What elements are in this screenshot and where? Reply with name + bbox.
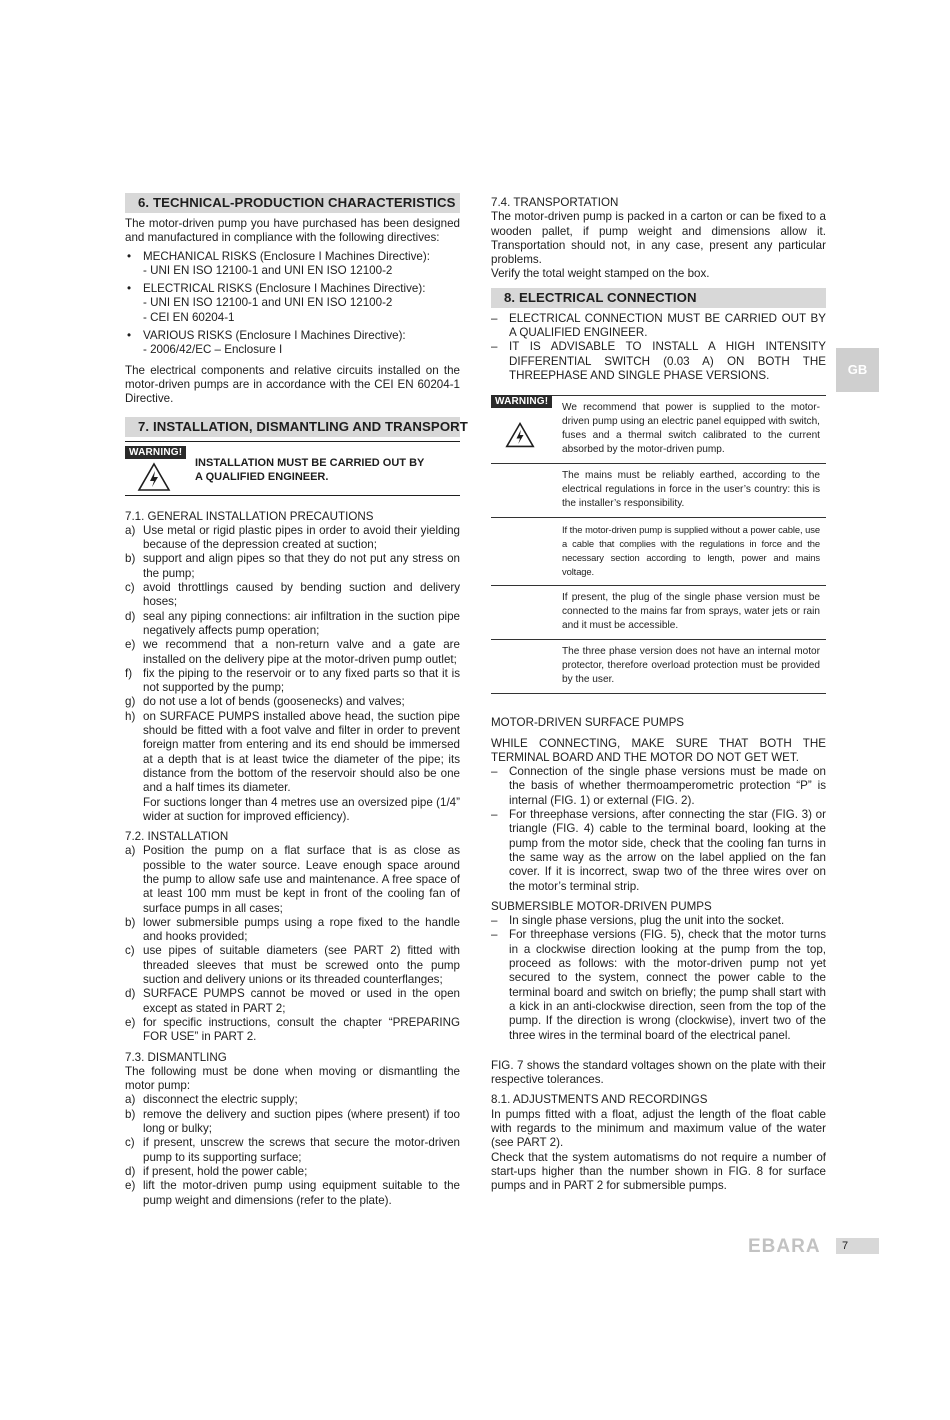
list-item	[125, 610, 460, 639]
s74-text: The motor-driven pump is packed in a carton or can be fixed to a wooden pallet, if pump weight and dimensions allow it. Transportation should not, in any case, present any particular problems.	[491, 210, 826, 267]
warning-text-2: The mains must be reliably earthed, according to the electrical regulations in force in the user’s country: this is the installer’s responsibility.	[562, 470, 820, 510]
electrical-warning-row	[491, 464, 826, 518]
s81-title: 8.1. ADJUSTMENTS AND RECORDINGS	[491, 1093, 708, 1107]
page-number: 7	[836, 1238, 879, 1254]
s73-title: 7.3. DISMANTLING	[125, 1050, 227, 1064]
bullet-marker: •	[127, 329, 132, 343]
section-6-title: 6. TECHNICAL-PRODUCTION CHARACTERISTICS	[125, 193, 460, 213]
list-text: fix the piping to the reservoir or to any fixed parts so that it is not supported by the pump;	[143, 666, 460, 695]
list-item	[125, 710, 460, 824]
list-marker: b)	[125, 1107, 136, 1121]
submersible-dash-list	[491, 914, 826, 1043]
list-marker: b)	[125, 552, 136, 566]
warning-tag: WARNING!	[125, 446, 186, 459]
submersible-item	[491, 928, 826, 1042]
list-item	[125, 667, 460, 696]
submersible-item-text: In single phase versions, plug the unit into the socket.	[509, 914, 785, 928]
directive-head: ELECTRICAL RISKS (Enclosure I Machines Directive):	[143, 282, 426, 296]
list-item	[125, 1165, 460, 1179]
list-item	[125, 944, 460, 987]
list-text: lift the motor-driven pump using equipment suitable to the pump weight and dimensions (refer to the plate).	[143, 1179, 460, 1207]
list-marker: c)	[125, 1136, 135, 1150]
surface-item-text: Connection of the single phase versions must be made on the basis of whether thermoamperometric protection “P” is internal (FIG. 1) or external (FIG. 2).	[509, 765, 826, 807]
dash-marker: –	[491, 340, 498, 354]
list-text: SURFACE PUMPS cannot be moved or used in the open except as stated in PART 2;	[143, 987, 460, 1015]
high-voltage-warning-icon	[505, 421, 535, 449]
s81-text-1: In pumps fitted with a float, adjust the length of the float cable with regards to the minimum and maximum value of the water (see PART 2).	[491, 1107, 826, 1150]
surface-item	[491, 765, 826, 808]
bullet-marker: •	[127, 249, 132, 263]
list-marker: c)	[125, 944, 135, 958]
electrical-warning-badge	[491, 395, 552, 409]
list-text: for specific instructions, consult the chapter “PREPARING FOR USE” in PART 2.	[143, 1015, 460, 1044]
list-marker: c)	[125, 581, 135, 595]
caution-item-text: ELECTRICAL CONNECTION MUST BE CARRIED OUT BY A QUALIFIED ENGINEER.	[509, 311, 826, 340]
dash-marker: –	[491, 928, 498, 942]
section-7-title: 7. INSTALLATION, DISMANTLING AND TRANSPORT	[125, 417, 460, 437]
directive-head: VARIOUS RISKS (Enclosure I Machines Directive):	[143, 329, 406, 343]
list-item	[125, 1093, 460, 1107]
list-marker: a)	[125, 523, 136, 537]
s6-intro: The motor-driven pump you have purchased has been designed and manufactured in compliance with the following directives:	[125, 217, 460, 245]
caution-item-text: IT IS ADVISABLE TO INSTALL A HIGH INTENSITY DIFFERENTIAL SWITCH (0.03 A) ON BOTH THE THREEPHASE AND SINGLE PHASE VERSIONS.	[509, 340, 826, 382]
list-marker: g)	[125, 695, 136, 709]
left-column	[125, 193, 468, 1208]
submersible-pumps-title: SUBMERSIBLE MOTOR-DRIVEN PUMPS	[491, 899, 712, 913]
s6-outro: The electrical components and relative circuits installed on the motor-driven pumps are in accordance with the CEI EN 60204-1 Directive.	[125, 363, 460, 406]
directive-bullet	[125, 329, 460, 358]
s73-list	[125, 1093, 460, 1207]
ebara-logo: EBARA	[748, 1236, 821, 1257]
caution-item	[491, 340, 826, 383]
submersible-item	[491, 914, 826, 928]
list-marker: f)	[125, 666, 133, 680]
list-text: do not use a lot of bends (goosenecks) and valves;	[143, 695, 405, 709]
directive-standard: - UNI EN ISO 12100-1 and UNI EN ISO 12100-2	[143, 263, 393, 277]
list-item	[125, 916, 460, 945]
directive-bullet	[125, 282, 460, 325]
installation-warning	[125, 441, 460, 496]
language-tab: GB	[836, 348, 879, 392]
directive-bullet	[125, 250, 460, 279]
surface-pumps-title: MOTOR-DRIVEN SURFACE PUMPS	[491, 716, 685, 730]
warning-text-4: If present, the plug of the single phase version must be connected to the mains far from sprays, water jets or rain and it must be accessible.	[562, 592, 820, 632]
dash-marker: –	[491, 765, 498, 779]
surface-item	[491, 808, 826, 894]
right-column	[491, 193, 826, 1193]
list-item	[125, 844, 460, 915]
list-item	[125, 1136, 460, 1165]
list-item	[125, 1108, 460, 1137]
warning-tag: WARNING!	[491, 395, 552, 408]
electrical-warning-row	[491, 518, 826, 586]
list-text: seal any piping connections: air infiltration in the suction pipe negatively affects pump operation;	[143, 609, 460, 637]
list-text: remove the delivery and suction pipes (where present) if too long or bulky;	[143, 1107, 460, 1136]
surface-dash-list	[491, 765, 826, 894]
s81-text-2: Check that the system automatisms do not require a number of start-ups higher than the number shown in FIG. 8 for surface pumps and in PART 2 for submersible pumps.	[491, 1150, 826, 1193]
list-item	[125, 638, 460, 667]
list-marker: d)	[125, 609, 136, 623]
electrical-warning-row	[491, 395, 826, 464]
list-item	[125, 524, 460, 553]
s72-list	[125, 844, 460, 1044]
list-text: if present, hold the power cable;	[143, 1164, 308, 1178]
electrical-warning-row	[491, 586, 826, 640]
s6-bullet-list	[125, 250, 460, 358]
list-item	[125, 1179, 460, 1208]
list-continuation: For suctions longer than 4 metres use an oversized pipe (1/4” wider at suction for improved efficiency).	[143, 795, 460, 823]
fig7-note: FIG. 7 shows the standard voltages shown on the plate with their respective tolerances.	[491, 1058, 826, 1087]
list-text: Use metal or rigid plastic pipes in order to avoid their yielding because of the depression created at suction;	[143, 523, 460, 552]
bullet-marker: •	[127, 282, 132, 296]
surface-caution: WHILE CONNECTING, MAKE SURE THAT BOTH THE TERMINAL BOARD AND THE MOTOR DO NOT GET WET.	[491, 736, 826, 764]
list-item	[125, 695, 460, 709]
warning-text-1: We recommend that power is supplied to the motor-driven pump using an electric panel equipped with switch, fuses and a thermal switch calibrated to the current absorbed by the motor-driven pump.	[562, 402, 820, 456]
list-text: support and align pipes so that they do not put any stress on the pump;	[143, 552, 460, 580]
directive-standard: - 2006/42/EC – Enclosure I	[143, 343, 283, 357]
list-marker: d)	[125, 987, 136, 1001]
list-text: if present, unscrew the screws that secure the motor-driven pump to its supporting surface;	[143, 1136, 460, 1164]
warning-text-3: If the motor-driven pump is supplied without a power cable, use a cable that complies with the regulations in force and the necessary section according to length, power and mains voltage.	[562, 524, 820, 578]
surface-item-text: For threephase versions, after connecting the star (FIG. 3) or triangle (FIG. 4) cable to the terminal board, looking at the pump from the motor side, check that the cooling fan turns in the same way as the arrow on the label applied on the fan cover. If it is incorrect, swap two of the three wires over on the motor’s terminal strip.	[509, 808, 826, 893]
s71-list	[125, 524, 460, 824]
list-item	[125, 987, 460, 1016]
list-text: we recommend that a non-return valve and a gate are installed on the delivery pipe at the motor-driven pump outlet;	[143, 638, 460, 666]
caution-item	[491, 312, 826, 341]
list-text: on SURFACE PUMPS installed above head, the suction pipe should be fitted with a foot valve and filter in order to prevent foreign matter from entering and its end should be immersed at a depth that is at least twice the diameter of the pipe; its distance from the bottom of the reservoir should also be one and a half times its diameter.	[143, 709, 460, 795]
s71-title: 7.1. GENERAL INSTALLATION PRECAUTIONS	[125, 509, 374, 523]
electrical-warnings	[491, 395, 826, 694]
list-marker: e)	[125, 1179, 136, 1193]
list-item	[125, 581, 460, 610]
directive-head: MECHANICAL RISKS (Enclosure I Machines Directive):	[143, 249, 430, 263]
s74-title: 7.4. TRANSPORTATION	[491, 196, 619, 209]
list-text: disconnect the electric supply;	[143, 1093, 298, 1107]
s73-intro: The following must be done when moving or dismantling the motor pump:	[125, 1064, 460, 1093]
electrical-warning-row	[491, 640, 826, 694]
list-text: Position the pump on a flat surface that is as close as possible to the water source. Leave enough space around the pump to allow safe use and maintenance. A free space of at least 100 mm must be kept in front of the cooling fan of surface pumps in all cases;	[143, 844, 460, 915]
dash-marker: –	[491, 808, 498, 822]
list-marker: e)	[125, 1015, 136, 1029]
list-item	[125, 1016, 460, 1045]
installation-warning-text: INSTALLATION MUST BE CARRIED OUT BY A QUALIFIED ENGINEER.	[195, 456, 425, 483]
directive-standard: - UNI EN ISO 12100-1 and UNI EN ISO 12100-2	[143, 296, 393, 310]
dash-marker: –	[491, 311, 498, 325]
warning-text-5: The three phase version does not have an internal motor protector, therefore overload protection must be provided by the user.	[562, 646, 820, 686]
list-marker: d)	[125, 1164, 136, 1178]
s72-title: 7.2. INSTALLATION	[125, 830, 229, 844]
list-text: use pipes of suitable diameters (see PART 2) fitted with threaded sleeves that must be screwed onto the pump suction and delivery unions or its threaded counterflanges;	[143, 944, 460, 987]
list-marker: e)	[125, 638, 136, 652]
section-8-title: 8. ELECTRICAL CONNECTION	[491, 288, 826, 308]
list-marker: a)	[125, 1093, 136, 1107]
list-text: avoid throttlings caused by bending suction and delivery hoses;	[143, 581, 460, 609]
s8-dash-list	[491, 312, 826, 383]
dash-marker: –	[491, 914, 498, 928]
list-marker: b)	[125, 915, 136, 929]
list-marker: h)	[125, 709, 136, 723]
list-marker: a)	[125, 844, 136, 858]
list-item	[125, 552, 460, 581]
s74-text2: Verify the total weight stamped on the box.	[491, 267, 710, 281]
high-voltage-warning-icon	[137, 462, 171, 492]
submersible-item-text: For threephase versions (FIG. 5), check that the motor turns in a clockwise direction looking at the pump from the top, proceed as follows: with the motor-driven pump not yet secured to the system, connect the power cable to the terminal board and switch on briefly; the pump shall start with a kick in an anti-clockwise direction, seen from the top of the pump. If the direction is wrong (clockwise), invert two of the three wires in the terminal board of the electrical panel.	[509, 928, 826, 1042]
directive-standard: - CEI EN 60204-1	[143, 310, 235, 324]
list-text: lower submersible pumps using a rope fixed to the handle and hooks provided;	[143, 915, 460, 944]
